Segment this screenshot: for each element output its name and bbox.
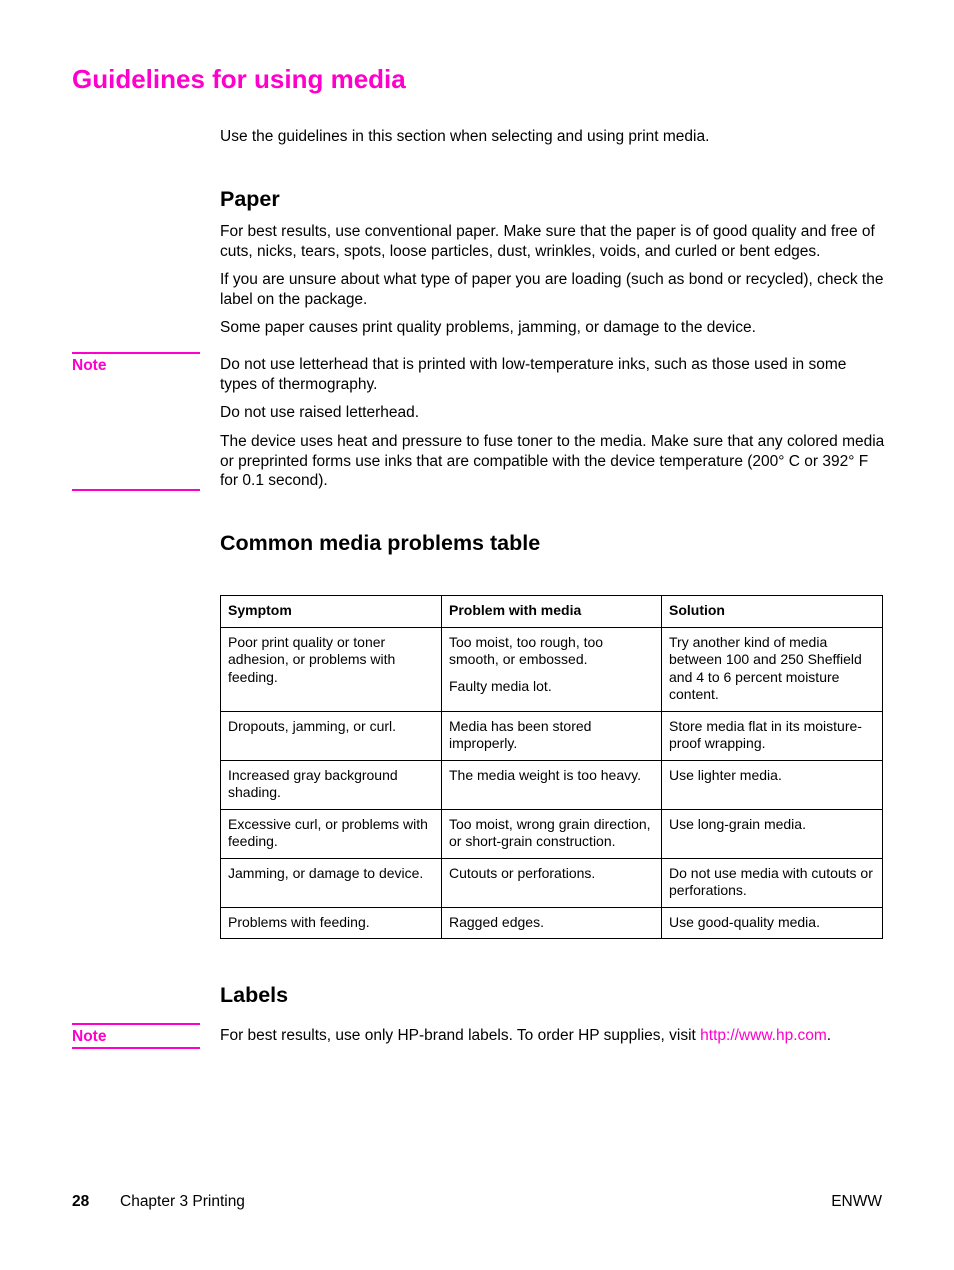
symptom-cell: Dropouts, jamming, or curl. <box>221 711 442 760</box>
note-bottom-rule <box>72 1047 200 1049</box>
problem-text: The media weight is too heavy. <box>449 766 641 783</box>
labels-note-text <box>220 1026 886 1046</box>
solution-cell: Use good-quality media. <box>662 907 883 939</box>
paper-paragraph: For best results, use conventional paper. Make sure that the paper is of good quality and free of cuts, nicks, tears, spots, loose particles, dust, wrinkles, voids, and curled or bent edges. <box>220 223 875 260</box>
problem-cell <box>442 858 662 907</box>
paper-paragraph: If you are unsure about what type of paper you are loading (such as bond or recycled), check the label on the package. <box>220 271 884 308</box>
column-header: Solution <box>662 596 883 628</box>
note-bottom-rule <box>72 489 200 491</box>
table-row <box>221 907 883 939</box>
labels-heading: Labels <box>220 983 289 1007</box>
table-row <box>221 858 883 907</box>
symptom-cell: Excessive curl, or problems with feeding. <box>221 809 442 858</box>
solution-cell: Do not use media with cutouts or perforations. <box>662 858 883 907</box>
symptom-cell: Problems with feeding. <box>221 907 442 939</box>
note-paragraph: The device uses heat and pressure to fuse toner to the media. Make sure that any colored media or preprinted forms use inks that are compatible with the device temperature (200° C or 392° F for 0.1 second). <box>220 433 885 489</box>
note-label: Note <box>72 357 107 374</box>
table-heading: Common media problems table <box>220 531 541 555</box>
labels-note-body: For best results, use only HP-brand labels. To order HP supplies, visit <box>220 1027 701 1044</box>
table-row <box>221 627 883 711</box>
labels-note-end: . <box>826 1027 832 1044</box>
footer-right-label: ENWW <box>831 1193 882 1210</box>
problem-cell <box>442 627 662 711</box>
table-row <box>221 711 883 760</box>
problem-text: Too moist, too rough, too smooth, or embossed. <box>449 633 604 667</box>
intro-text: Use the guidelines in this section when selecting and using print media. <box>220 128 710 145</box>
solution-cell: Store media flat in its moisture-proof wrapping. <box>662 711 883 760</box>
problem-cell <box>442 711 662 760</box>
table-header-row <box>221 596 883 628</box>
table-row <box>221 760 883 809</box>
solution-cell: Use lighter media. <box>662 760 883 809</box>
paper-heading: Paper <box>220 187 280 211</box>
hp-website-link[interactable]: http://www.hp.com <box>700 1027 827 1044</box>
page-number: 28 <box>72 1193 90 1210</box>
note-top-rule <box>72 352 200 354</box>
solution-cell: Use long-grain media. <box>662 809 883 858</box>
problem-text: Too moist, wrong grain direction, or short-grain construction. <box>449 815 651 849</box>
page-title: Guidelines for using media <box>72 64 406 94</box>
note-label: Note <box>72 1028 107 1045</box>
note-paragraph: Do not use raised letterhead. <box>220 404 420 421</box>
problem-cell <box>442 760 662 809</box>
symptom-cell: Increased gray background shading. <box>221 760 442 809</box>
solution-cell: Try another kind of media between 100 and 250 Sheffield and 4 to 6 percent moisture content. <box>662 627 883 711</box>
symptom-cell: Poor print quality or toner adhesion, or problems with feeding. <box>221 627 442 711</box>
symptom-cell: Jamming, or damage to device. <box>221 858 442 907</box>
note-paragraph: Do not use letterhead that is printed with low-temperature inks, such as those used in some types of thermography. <box>220 356 847 393</box>
column-header: Symptom <box>221 596 442 628</box>
media-problems-table <box>220 595 883 939</box>
problem-text: Media has been stored improperly. <box>449 717 592 751</box>
problem-cell <box>442 907 662 939</box>
note-top-rule <box>72 1023 200 1025</box>
paper-paragraph: Some paper causes print quality problems, jamming, or damage to the device. <box>220 319 756 336</box>
problem-text: Cutouts or perforations. <box>449 864 596 881</box>
problem-text: Ragged edges. <box>449 913 544 930</box>
table-row <box>221 809 883 858</box>
chapter-label: Chapter 3 Printing <box>120 1193 245 1210</box>
problem-text: Faulty media lot. <box>449 677 552 694</box>
problem-cell <box>442 809 662 858</box>
column-header: Problem with media <box>442 596 662 628</box>
